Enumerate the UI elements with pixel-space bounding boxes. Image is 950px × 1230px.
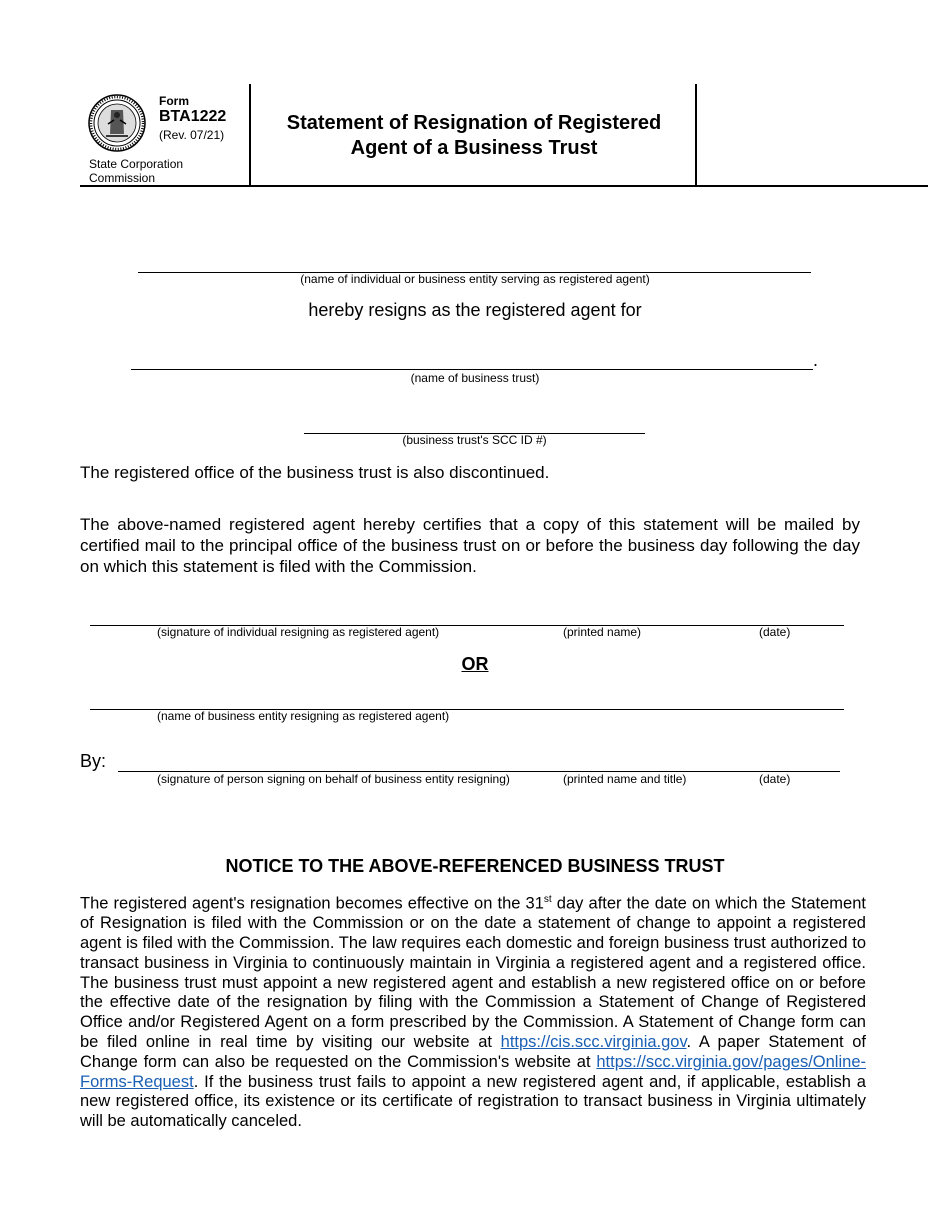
agency-name bbox=[89, 157, 229, 185]
notice-text-part-4: . If the business trust fails to appoint a new registered agent and, if applicable, establish a new registered office, its existence or its certificate of registration to transact business in Virginia ultimately will be automatically canceled. bbox=[80, 1072, 866, 1131]
cis-website-link[interactable]: https://cis.scc.virginia.gov bbox=[500, 1033, 687, 1052]
trust-name-period: . bbox=[813, 350, 819, 370]
individual-signature-caption: (signature of individual resigning as registered agent) bbox=[157, 625, 440, 639]
title-line-1: Statement of Resignation of Registered bbox=[286, 112, 662, 134]
resigns-text: hereby resigns as the registered agent for bbox=[308, 300, 642, 320]
date-caption-2: (date) bbox=[759, 772, 791, 786]
entity-signer-caption: (signature of person signing on behalf of business entity resigning) bbox=[157, 772, 510, 786]
notice-text-part-2: day after the date on which the Statement of Resignation is filed with the Commission or on the date a statement of change to appoint a registered agent is filed with the Commission. The law requires each domestic and foreign business trust authorized to transact business in Virginia to continuously maintain in Virginia a registered agent and a registered office. The business trust must appoint a new registered agent and establish a new registered office on or before the effective date of the resignation by filing with the Commission a Statement of Change of Registered Office and/or Registered Agent on a form prescribed by the Commission. A Statement of Change form can be filed online in real time by visiting our website at bbox=[80, 894, 866, 1052]
notice-superscript: st bbox=[543, 894, 552, 905]
notice-text-part-3: . A paper Statement of Change form can also be requested on the Commission's website at bbox=[80, 1033, 867, 1071]
printed-name-caption: (printed name) bbox=[563, 625, 642, 639]
title-line-2: Agent of a Business Trust bbox=[350, 137, 598, 159]
agent-name-caption: (name of individual or business entity serving as registered agent) bbox=[300, 272, 650, 286]
by-label: By: bbox=[80, 751, 107, 771]
trust-name-field[interactable] bbox=[131, 369, 813, 370]
office-discontinued-text: The registered office of the business trust is also discontinued. bbox=[80, 463, 550, 482]
page-title bbox=[252, 111, 696, 161]
certification-text: The above-named registered agent hereby certifies that a copy of this statement will be mailed by certified mail to the principal office of the business trust on or before the business day following the day on which this statement is filed with the Commission. bbox=[80, 515, 860, 576]
form-revision: (Rev. 07/21) bbox=[159, 128, 225, 142]
form-label: Form bbox=[159, 94, 189, 108]
agency-line-1: State Corporation bbox=[89, 157, 184, 171]
online-forms-request-link[interactable]: https://scc.virginia.gov/pages/Online-Forms-Request bbox=[80, 1052, 866, 1091]
trust-name-caption: (name of business trust) bbox=[410, 371, 540, 385]
notice-text bbox=[80, 890, 866, 1132]
notice-text-part-1: The registered agent's resignation becomes effective on the 31 bbox=[80, 894, 544, 913]
date-caption: (date) bbox=[759, 625, 791, 639]
form-number: BTA1222 bbox=[159, 108, 227, 125]
printed-name-title-caption: (printed name and title) bbox=[563, 772, 687, 786]
scc-id-caption: (business trust's SCC ID #) bbox=[402, 433, 547, 447]
header-divider-left bbox=[249, 84, 251, 186]
virginia-state-seal-icon bbox=[88, 94, 146, 152]
header-rule bbox=[80, 185, 928, 187]
agency-line-2: Commission bbox=[89, 171, 156, 185]
entity-name-caption: (name of business entity resigning as registered agent) bbox=[157, 709, 450, 723]
or-separator: OR bbox=[461, 654, 489, 674]
notice-title: NOTICE TO THE ABOVE-REFERENCED BUSINESS TRUST bbox=[225, 856, 725, 876]
